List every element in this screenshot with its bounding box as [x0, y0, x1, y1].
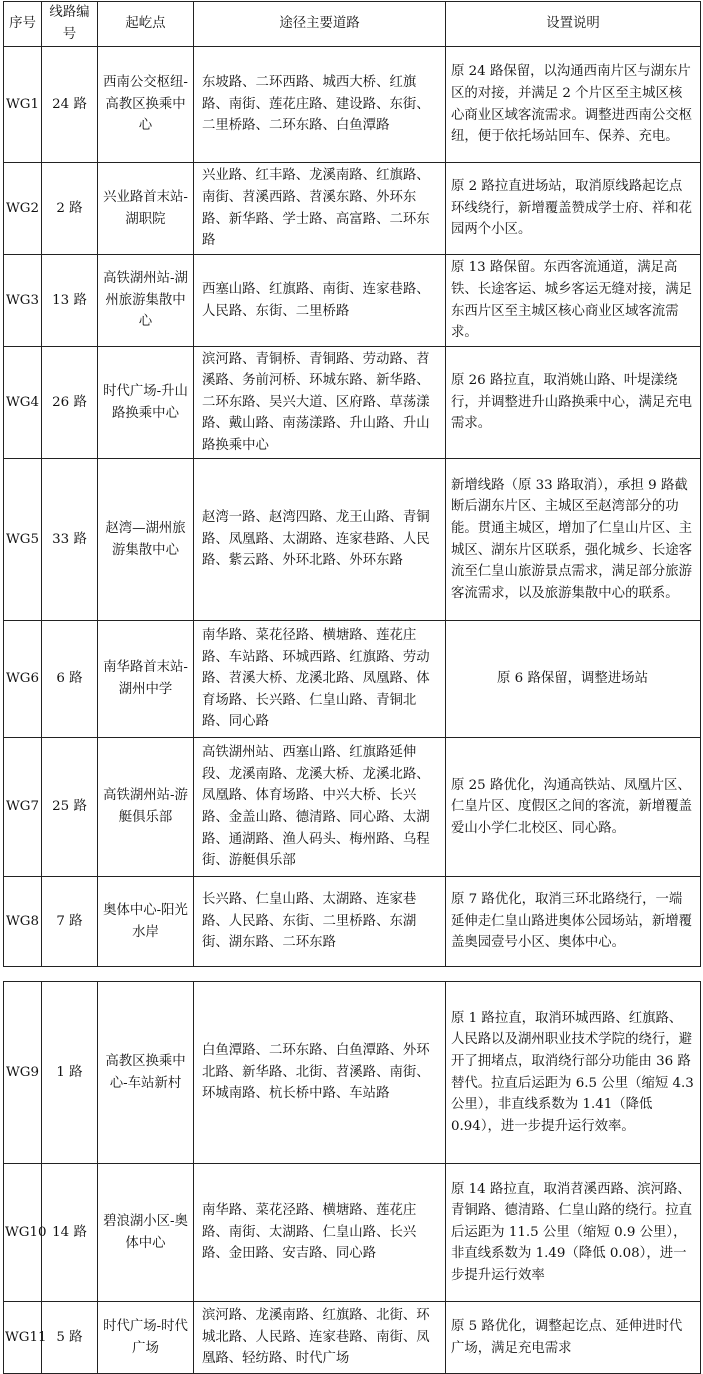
cell-start-end: 碧浪湖小区-奥体中心 — [98, 1164, 194, 1302]
cell-start-end: 南华路首末站-湖州中学 — [98, 621, 194, 738]
cell-roads: 滨河路、龙溪南路、红旗路、北街、环城北路、人民路、连家巷路、南街、凤凰路、轻纺路、时代广场 — [194, 1302, 446, 1374]
cell-seq: WG7 — [4, 738, 42, 877]
route-table-part1 — [3, 1, 701, 967]
table-row — [4, 1164, 701, 1302]
table-row — [4, 347, 701, 459]
cell-note: 原 2 路拉直进场站，取消原线路起讫点环线绕行，新增覆盖赞成学士府、祥和花园两个小区。 — [446, 163, 701, 255]
cell-roads: 滨河路、青铜桥、青铜路、劳动路、苕溪路、务前河桥、环城东路、新华路、二环东路、吴兴大道、区府路、草荡漾路、戴山路、南荡漾路、升山路、升山路换乘中心 — [194, 347, 446, 459]
cell-seq: WG8 — [4, 877, 42, 967]
table-row — [4, 982, 701, 1164]
header-main-roads: 途径主要道路 — [194, 2, 446, 47]
cell-seq: WG6 — [4, 621, 42, 738]
cell-route: 13 路 — [42, 255, 98, 347]
cell-note: 原 25 路优化，沟通高铁站、凤凰片区、仁皇片区、度假区之间的客流，新增覆盖爱山小学仁北校区、同心路。 — [446, 738, 701, 877]
cell-seq: WG5 — [4, 459, 42, 621]
cell-start-end: 西南公交枢纽-高教区换乘中心 — [98, 47, 194, 163]
cell-roads: 南华路、菜花泾路、横塘路、莲花庄路、南街、太湖路、仁皇山路、长兴路、金田路、安吉路、同心路 — [194, 1164, 446, 1302]
cell-route: 2 路 — [42, 163, 98, 255]
cell-route: 6 路 — [42, 621, 98, 738]
cell-note: 原 7 路优化，取消三环北路绕行，一端延伸走仁皇山路进奥体公园场站，新增覆盖奥园壹号小区、奥体中心。 — [446, 877, 701, 967]
cell-roads: 兴业路、红丰路、龙溪南路、红旗路、南街、苕溪西路、苕溪东路、外环东路、新华路、学士路、高富路、二环东路 — [194, 163, 446, 255]
table-row — [4, 255, 701, 347]
cell-roads: 西塞山路、红旗路、南街、连家巷路、人民路、东街、二里桥路 — [194, 255, 446, 347]
cell-start-end: 高铁湖州站-游艇俱乐部 — [98, 738, 194, 877]
cell-note: 原 24 路保留，以沟通西南片区与湖东片区的对接，并满足 2 个片区至主城区核心商业区域客流需求。调整进西南公交枢纽，便于依托场站回车、保养、充电。 — [446, 47, 701, 163]
cell-note: 原 5 路优化，调整起讫点、延伸进时代广场，满足充电需求 — [446, 1302, 701, 1374]
cell-note: 新增线路（原 33 路取消），承担 9 路截断后湖东片区、主城区至赵湾部分的功能。贯通主城区，增加了仁皇山片区、主城区、湖东片区联系，强化城乡、长途客流至仁皇山旅游景点需求，满足部分旅游客流需求，以及旅游集散中心的联系。 — [446, 459, 701, 621]
cell-seq: WG2 — [4, 163, 42, 255]
cell-roads: 赵湾一路、赵湾四路、龙王山路、青铜路、凤凰路、太湖路、连家巷路、人民路、紫云路、外环北路、外环东路 — [194, 459, 446, 621]
cell-roads: 南华路、菜花径路、横塘路、莲花庄路、车站路、环城西路、红旗路、劳动路、苕溪大桥、龙溪北路、凤凰路、体育场路、长兴路、仁皇山路、青铜北路、同心路 — [194, 621, 446, 738]
cell-seq: WG10 — [4, 1164, 42, 1302]
cell-route: 25 路 — [42, 738, 98, 877]
header-route-num: 线路编号 — [42, 2, 98, 47]
table-row — [4, 621, 701, 738]
cell-start-end: 时代广场-升山路换乘中心 — [98, 347, 194, 459]
table-header-row — [4, 2, 701, 47]
table-row — [4, 877, 701, 967]
cell-note: 原 1 路拉直，取消环城西路、红旗路、人民路以及湖州职业技术学院的绕行，避开了拥堵点，取消绕行部分功能由 36 路替代。拉直后运距为 6.5 公里（缩短 4.3 公里），非直线系数为 1.41（降低 0.94），进一步提升运行效率。 — [446, 982, 701, 1164]
header-seq: 序号 — [4, 2, 42, 47]
cell-seq: WG11 — [4, 1302, 42, 1374]
cell-roads: 东坡路、二环西路、城西大桥、红旗路、南街、莲花庄路、建设路、东街、二里桥路、二环东路、白鱼潭路 — [194, 47, 446, 163]
cell-note: 原 14 路拉直，取消苕溪西路、滨河路、青铜路、德清路、仁皇山路的绕行。拉直后运距为 11.5 公里（缩短 0.9 公里），非直线系数为 1.49（降低 0.08），进一步提升运行效率 — [446, 1164, 701, 1302]
route-table-part2 — [3, 981, 701, 1374]
cell-roads: 白鱼潭路、二环东路、白鱼潭路、外环北路、新华路、北街、苕溪路、南街、环城南路、杭长桥中路、车站路 — [194, 982, 446, 1164]
cell-route: 24 路 — [42, 47, 98, 163]
cell-start-end: 高教区换乘中心-车站新村 — [98, 982, 194, 1164]
table-row — [4, 47, 701, 163]
cell-start-end: 奥体中心-阳光水岸 — [98, 877, 194, 967]
cell-seq: WG1 — [4, 47, 42, 163]
cell-seq: WG3 — [4, 255, 42, 347]
cell-note: 原 6 路保留，调整进场站 — [446, 621, 701, 738]
cell-start-end: 高铁湖州站-湖州旅游集散中心 — [98, 255, 194, 347]
cell-start-end: 时代广场-时代广场 — [98, 1302, 194, 1374]
table-row — [4, 163, 701, 255]
cell-roads: 高铁湖州站、西塞山路、红旗路延伸段、龙溪南路、龙溪大桥、龙溪北路、凤凰路、体育场路、中兴大桥、长兴路、金盖山路、德清路、同心路、太湖路、通湖路、渔人码头、梅州路、乌程街、游艇俱乐部 — [194, 738, 446, 877]
header-start-end: 起屹点 — [98, 2, 194, 47]
cell-start-end: 赵湾—湖州旅游集散中心 — [98, 459, 194, 621]
cell-note: 原 26 路拉直，取消姚山路、叶堤漾绕行，并调整进升山路换乘中心，满足充电需求。 — [446, 347, 701, 459]
cell-seq: WG4 — [4, 347, 42, 459]
header-description: 设置说明 — [446, 2, 701, 47]
cell-route: 5 路 — [42, 1302, 98, 1374]
cell-route: 33 路 — [42, 459, 98, 621]
table-row — [4, 459, 701, 621]
cell-roads: 长兴路、仁皇山路、太湖路、连家巷路、人民路、东街、二里桥路、东湖街、湖东路、二环东路 — [194, 877, 446, 967]
cell-route: 1 路 — [42, 982, 98, 1164]
cell-route: 14 路 — [42, 1164, 98, 1302]
cell-seq: WG9 — [4, 982, 42, 1164]
cell-route: 26 路 — [42, 347, 98, 459]
cell-note: 原 13 路保留。东西客流通道，满足高铁、长途客运、城乡客运无缝对接，满足东西片区至主城区核心商业区域客流需求。 — [446, 255, 701, 347]
table-row — [4, 738, 701, 877]
table-row — [4, 1302, 701, 1374]
cell-start-end: 兴业路首末站-湖职院 — [98, 163, 194, 255]
cell-route: 7 路 — [42, 877, 98, 967]
